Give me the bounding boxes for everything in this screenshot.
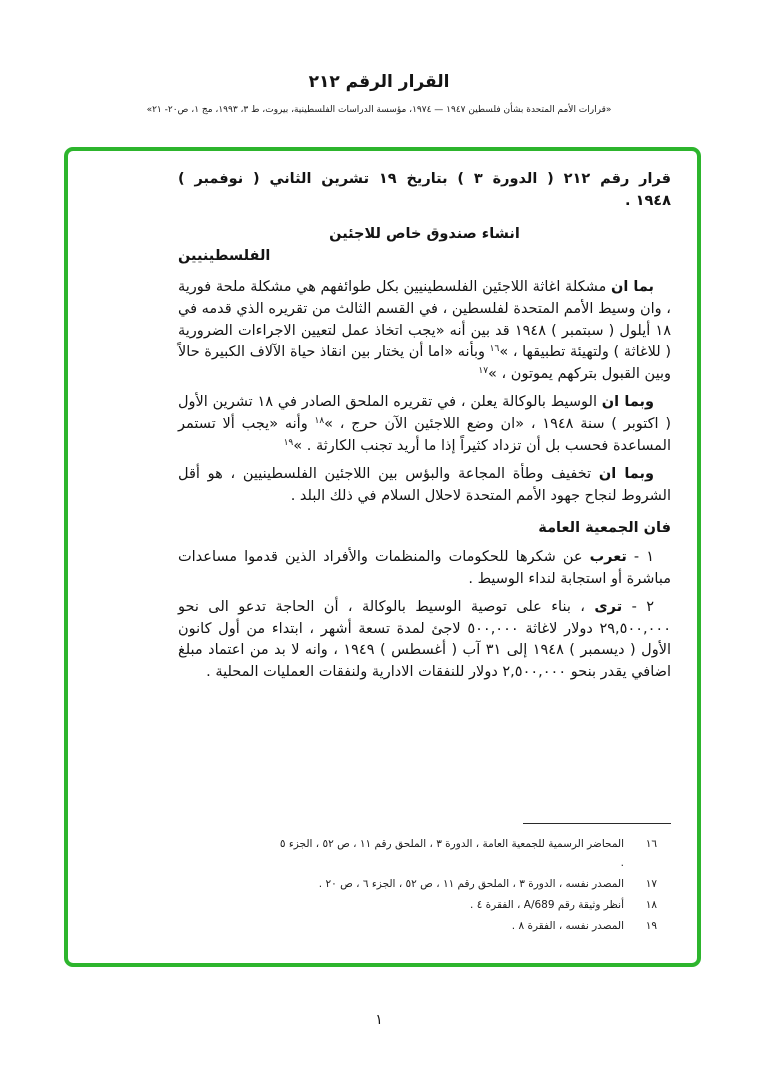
document-header [0, 72, 758, 115]
item-number: ٢ - [622, 599, 655, 616]
footnote-number: ١٧ [645, 878, 657, 890]
footnote-ref-19: ١٩ [283, 437, 294, 448]
footnote-19 [178, 917, 671, 936]
paragraph-lead: بما ان [610, 279, 654, 296]
footnote-17 [178, 875, 671, 894]
item-lead: ترى [594, 599, 623, 616]
item-text: ، بناء على توصية الوسيط بالوكالة ، أن الحاجة تدعو الى نحو ٢٩,٥٠٠,٠٠٠ دولار لاغاثة ٥٠٠,٠٠٠ لاجئ لمدة تسعة أشهر ، ابتداء من أول كانون الأول ( ديسمبر ) ١٩٤٨ إلى ٣١ آب ( أغسطس ) ١٩٤٩ ، وانه لا بد من اعتماد مبلغ اضافي يقدر بنحو ٢,٥٠٠,٠٠٠ دولار للنفقات الادارية ولنفقات العمليات المحلية . [178, 599, 671, 680]
item-lead: تعرب [589, 548, 627, 565]
footnote-text: المحاضر الرسمية للجمعية العامة ، الدورة ٣ ، الملحق رقم ١١ ، ص ٥٢ ، الجزء ٥ . [279, 838, 624, 869]
footnote-text: المصدر نفسه ، الدورة ٣ ، الملحق رقم ١١ ، ص ٥٢ ، الجزء ٦ ، ص ٢٠ . [318, 878, 624, 890]
page-title: القرار الرقم ٢١٢ [308, 72, 450, 92]
paragraph-lead: وبما ان [601, 394, 654, 411]
paragraph-lead: وبما ان [598, 466, 654, 483]
operative-item-1 [178, 547, 671, 590]
footnote-text: أنظر وثيقة رقم A/689 ، الفقرة ٤ . [470, 899, 624, 911]
footnote-ref-17: ١٧ [478, 365, 489, 376]
paragraph-text: تخفيف وطأة المجاعة والبؤس بين اللاجئين الفلسطينيين ، هو أقل الشروط لنجاح جهود الأمم المتحدة لاحلال السلام في ذلك البلد . [178, 466, 671, 504]
footnote-16 [178, 835, 671, 873]
paragraph-text: الوسيط بالوكالة يعلن ، في تقريره الملحق الصادر في ١٨ تشرين الأول ( اكتوبر ) سنة ١٩٤٨ ، «ان وضع اللاجئين الآن حرج ، » [178, 394, 672, 432]
subject-line-1: انشاء صندوق خاص للاجئين [329, 226, 520, 243]
resolution-body [178, 169, 671, 690]
resolve-clause: فان الجمعية العامة [538, 520, 671, 537]
footnote-ref-16: ١٦ [489, 344, 500, 355]
paragraph-text: وبأنه «اما أن يختار بين انقاذ حياة الآلاف الكبيرة حالاً وبين القبول بتركهم يموتون ، » [178, 344, 671, 382]
preamble-paragraph-3 [178, 464, 671, 507]
page-number: ١ [375, 1012, 383, 1028]
citation-line: «قرارات الأمم المتحدة بشأن فلسطين ١٩٤٧ — ١٩٧٤، مؤسسة الدراسات الفلسطينية، بيروت، ط ٣، ١٩٩٣، مج ١، ص٢٠- ٢١» [146, 105, 612, 115]
item-text: عن شكرها للحكومات والمنظمات والأفراد الذين قدموا مساعدات مباشرة أو استجابة لنداء الوسيط . [178, 548, 671, 587]
green-annotation-box [64, 147, 701, 967]
subject-line-2: الفلسطينيين [178, 247, 271, 264]
footnote-separator-rule [523, 823, 671, 824]
preamble-paragraph-2 [178, 392, 671, 457]
footnote-number: ١٩ [645, 920, 657, 932]
footnotes-section [178, 823, 671, 938]
footnote-18 [178, 896, 671, 915]
resolution-heading-line-2: ١٩٤٨ . [625, 192, 671, 209]
footnote-number: ١٨ [645, 899, 657, 911]
paragraph-text: مشكلة اغاثة اللاجئين الفلسطينيين بكل طوائفهم هي مشكلة ملحة فورية ، وان وسيط الأمم المتحدة لفلسطين ، في القسم الثالث من تقريره الذي قدمه في ١٨ أيلول ( سبتمبر ) ١٩٤٨ قد بين أنه «يجب اتخاذ عمل لتعيين الاجراءات الضرورية ( للاغاثة ) ولتهيئة تطبيقها ، » [178, 279, 671, 361]
item-number: ١ - [626, 548, 654, 565]
paragraph-text: وأنه «يجب ألا تستمر المساعدة فحسب بل أن تزداد كثيراً إذا ما أريد تجنب الكارثة . » [178, 415, 671, 454]
operative-item-2 [178, 597, 671, 683]
footnote-text: المصدر نفسه ، الفقرة ٨ . [511, 920, 624, 932]
resolution-heading-line-1: قرار رقم ٢١٢ ( الدورة ٣ ) بتاريخ ١٩ تشرين الثاني ( نوفمبر ) [178, 171, 672, 187]
resolution-subject [178, 224, 671, 267]
preamble-paragraph-1 [178, 277, 671, 385]
footnote-ref-18: ١٨ [314, 415, 325, 426]
footnote-number: ١٦ [645, 838, 657, 850]
